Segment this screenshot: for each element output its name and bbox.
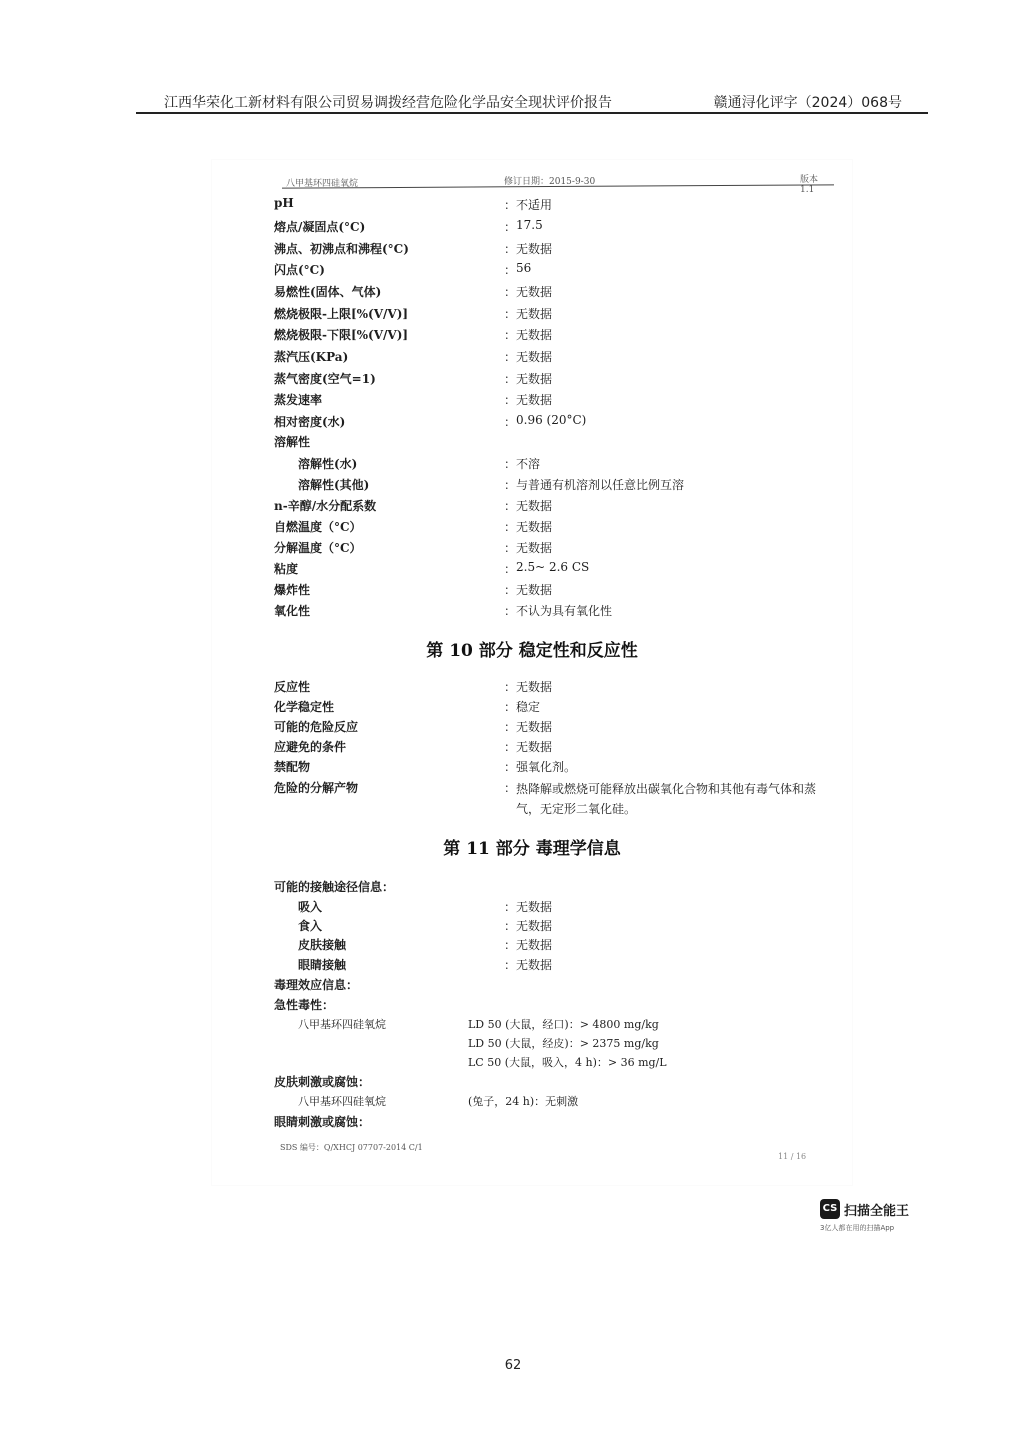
property-label: 闪点(°C) bbox=[274, 263, 325, 277]
camscanner-tagline: 3亿人都在用的扫描App bbox=[820, 1224, 895, 1232]
property-row bbox=[258, 936, 838, 956]
colon-separator: ： bbox=[504, 900, 517, 914]
property-value: 无数据 bbox=[516, 900, 553, 914]
property-row bbox=[258, 370, 838, 390]
property-row bbox=[258, 560, 838, 580]
acute-value: LD 50 (大鼠，经皮)：> 2375 mg/kg bbox=[468, 1037, 659, 1050]
property-label: 燃烧极限-上限[%(V/V)] bbox=[274, 307, 409, 321]
property-value: 强氧化剂。 bbox=[516, 760, 577, 774]
property-value: 无数据 bbox=[516, 740, 553, 754]
property-value: 无数据 bbox=[516, 958, 553, 972]
property-value: 热降解或燃烧可能释放出碳氧化合物和其他有毒气体和蒸气，无定形二氧化硅。 bbox=[516, 782, 817, 816]
property-label: 氧化性 bbox=[274, 604, 311, 618]
property-row bbox=[258, 497, 838, 517]
property-value: 不适用 bbox=[516, 198, 553, 212]
property-row bbox=[258, 779, 838, 816]
scan-version: 版本 1.1 bbox=[800, 175, 819, 195]
colon-separator: ： bbox=[504, 263, 517, 277]
colon-separator: ： bbox=[504, 307, 517, 321]
document-number: 赣通浔化评字（2024）068号 bbox=[713, 95, 902, 111]
acute-toxicity-heading: 急性毒性： bbox=[274, 998, 335, 1012]
property-value: 17.5 bbox=[516, 218, 543, 232]
colon-separator: ： bbox=[504, 938, 517, 952]
property-label: 溶解性(其他) bbox=[298, 478, 370, 492]
property-value: 56 bbox=[516, 261, 532, 275]
camscanner-name: 扫描全能王 bbox=[844, 1204, 910, 1219]
property-row bbox=[258, 413, 838, 433]
colon-separator: ： bbox=[504, 541, 517, 555]
property-label: 可能的危险反应 bbox=[274, 720, 359, 734]
property-label: 熔点/凝固点(°C) bbox=[274, 220, 366, 234]
colon-separator: ： bbox=[504, 415, 517, 429]
colon-separator: ： bbox=[504, 919, 517, 933]
colon-separator: ： bbox=[504, 680, 517, 694]
property-row bbox=[258, 602, 838, 622]
colon-separator: ： bbox=[504, 520, 517, 534]
property-row bbox=[258, 455, 838, 475]
skin-substance: 八甲基环四硅氧烷 bbox=[298, 1095, 386, 1108]
colon-separator: ： bbox=[504, 350, 517, 364]
colon-separator: ： bbox=[504, 781, 517, 795]
property-value: 无数据 bbox=[516, 393, 553, 407]
property-label: 自燃温度（°C） bbox=[274, 520, 362, 534]
property-label: 爆炸性 bbox=[274, 583, 311, 597]
scan-revision-date: 修订日期：2015-9-30 bbox=[504, 177, 596, 187]
eye-irritation-heading: 眼睛刺激或腐蚀： bbox=[274, 1115, 371, 1129]
property-row bbox=[258, 433, 838, 453]
property-row bbox=[258, 518, 838, 538]
page-header bbox=[136, 90, 928, 112]
property-label: 沸点、初沸点和沸程(°C) bbox=[274, 242, 409, 256]
property-value: 无数据 bbox=[516, 720, 553, 734]
property-value: 无数据 bbox=[516, 938, 553, 952]
colon-separator: ： bbox=[504, 372, 517, 386]
property-row bbox=[258, 581, 838, 601]
property-label: n-辛醇/水分配系数 bbox=[274, 499, 377, 513]
property-value: 无数据 bbox=[516, 499, 553, 513]
page-number: 62 bbox=[504, 1358, 522, 1373]
property-label: 蒸气密度(空气=1) bbox=[274, 372, 376, 386]
scan-page-mark: 11 / 16 bbox=[778, 1152, 807, 1161]
property-label: 溶解性(水) bbox=[298, 457, 358, 471]
property-row bbox=[258, 917, 838, 937]
section-10-title: 第 10 部分 稳定性和反应性 bbox=[426, 641, 638, 661]
colon-separator: ： bbox=[504, 242, 517, 256]
property-label: 吸入 bbox=[298, 900, 323, 914]
property-row bbox=[258, 476, 838, 496]
property-label: 化学稳定性 bbox=[274, 700, 335, 714]
property-label: 蒸汽压(KPa) bbox=[274, 350, 349, 364]
property-row bbox=[258, 218, 838, 238]
property-label: 蒸发速率 bbox=[274, 393, 323, 407]
property-value: 无数据 bbox=[516, 583, 553, 597]
scan-product-name: 八甲基环四硅氧烷 bbox=[286, 179, 359, 189]
colon-separator: ： bbox=[504, 328, 517, 342]
property-label: 食入 bbox=[298, 919, 323, 933]
colon-separator: ： bbox=[504, 198, 517, 212]
property-label: 皮肤接触 bbox=[298, 938, 347, 952]
property-value: 不认为具有氧化性 bbox=[516, 604, 613, 618]
property-value: 无数据 bbox=[516, 350, 553, 364]
colon-separator: ： bbox=[504, 285, 517, 299]
property-value: 无数据 bbox=[516, 680, 553, 694]
property-label: pH bbox=[274, 196, 294, 210]
property-value: 无数据 bbox=[516, 372, 553, 386]
property-label: 应避免的条件 bbox=[274, 740, 347, 754]
header-rule bbox=[136, 112, 928, 114]
camscanner-badge-icon: CS bbox=[820, 1199, 840, 1219]
property-value: 无数据 bbox=[516, 520, 553, 534]
property-value: 无数据 bbox=[516, 541, 553, 555]
property-label: 危险的分解产物 bbox=[274, 781, 359, 795]
colon-separator: ： bbox=[504, 499, 517, 513]
exposure-heading: 可能的接触途径信息： bbox=[274, 880, 395, 894]
tox-effects-heading: 毒理效应信息： bbox=[274, 978, 359, 992]
property-label: 溶解性 bbox=[274, 435, 311, 449]
property-label: 易燃性(固体、气体) bbox=[274, 285, 382, 299]
property-row bbox=[258, 678, 838, 698]
property-value: 无数据 bbox=[516, 328, 553, 342]
colon-separator: ： bbox=[504, 604, 517, 618]
property-value: 无数据 bbox=[516, 307, 553, 321]
colon-separator: ： bbox=[504, 220, 517, 234]
scanned-sds-page bbox=[212, 160, 852, 1185]
property-row bbox=[258, 956, 838, 976]
property-value: 2.5~ 2.6 CS bbox=[516, 560, 590, 574]
colon-separator: ： bbox=[504, 457, 517, 471]
property-row bbox=[258, 539, 838, 559]
colon-separator: ： bbox=[504, 478, 517, 492]
property-label: 粘度 bbox=[274, 562, 299, 576]
colon-separator: ： bbox=[504, 562, 517, 576]
property-row bbox=[258, 698, 838, 718]
colon-separator: ： bbox=[504, 393, 517, 407]
camscanner-logo bbox=[820, 1199, 930, 1235]
property-row bbox=[258, 738, 838, 758]
property-row bbox=[258, 348, 838, 368]
colon-separator: ： bbox=[504, 720, 517, 734]
property-label: 分解温度（°C） bbox=[274, 541, 362, 555]
property-value: 与普通有机溶剂以任意比例互溶 bbox=[516, 478, 685, 492]
property-label: 禁配物 bbox=[274, 760, 311, 774]
colon-separator: ： bbox=[504, 958, 517, 972]
property-row bbox=[258, 898, 838, 918]
property-label: 燃烧极限-下限[%(V/V)] bbox=[274, 328, 409, 342]
property-row bbox=[258, 326, 838, 346]
property-row bbox=[258, 305, 838, 325]
acute-value: LD 50 (大鼠，经口)：> 4800 mg/kg bbox=[468, 1018, 659, 1031]
property-row bbox=[258, 283, 838, 303]
acute-value: LC 50 (大鼠，吸入，4 h)：> 36 mg/L bbox=[468, 1056, 667, 1069]
property-label: 相对密度(水) bbox=[274, 415, 346, 429]
property-row bbox=[258, 758, 838, 778]
property-value: 无数据 bbox=[516, 285, 553, 299]
section-11-title: 第 11 部分 毒理学信息 bbox=[443, 839, 621, 859]
colon-separator: ： bbox=[504, 760, 517, 774]
skin-value: (兔子，24 h)：无刺激 bbox=[468, 1095, 579, 1108]
property-label: 眼睛接触 bbox=[298, 958, 347, 972]
acute-substance: 八甲基环四硅氧烷 bbox=[298, 1018, 386, 1031]
property-row bbox=[258, 391, 838, 411]
property-value: 0.96 (20°C) bbox=[516, 413, 587, 427]
property-row bbox=[258, 196, 838, 216]
colon-separator: ： bbox=[504, 583, 517, 597]
property-row bbox=[258, 240, 838, 260]
property-value: 无数据 bbox=[516, 919, 553, 933]
skin-irritation-heading: 皮肤刺激或腐蚀： bbox=[274, 1075, 371, 1089]
report-title: 江西华荣化工新材料有限公司贸易调拨经营危险化学品安全现状评价报告 bbox=[164, 95, 612, 111]
property-value: 无数据 bbox=[516, 242, 553, 256]
property-value: 不溶 bbox=[516, 457, 541, 471]
colon-separator: ： bbox=[504, 700, 517, 714]
property-row bbox=[258, 718, 838, 738]
property-row bbox=[258, 261, 838, 281]
colon-separator: ： bbox=[504, 740, 517, 754]
property-label: 反应性 bbox=[274, 680, 311, 694]
property-value: 稳定 bbox=[516, 700, 541, 714]
sds-number: SDS 编号：Q/XHCJ 07707-2014 C/1 bbox=[280, 1143, 423, 1152]
